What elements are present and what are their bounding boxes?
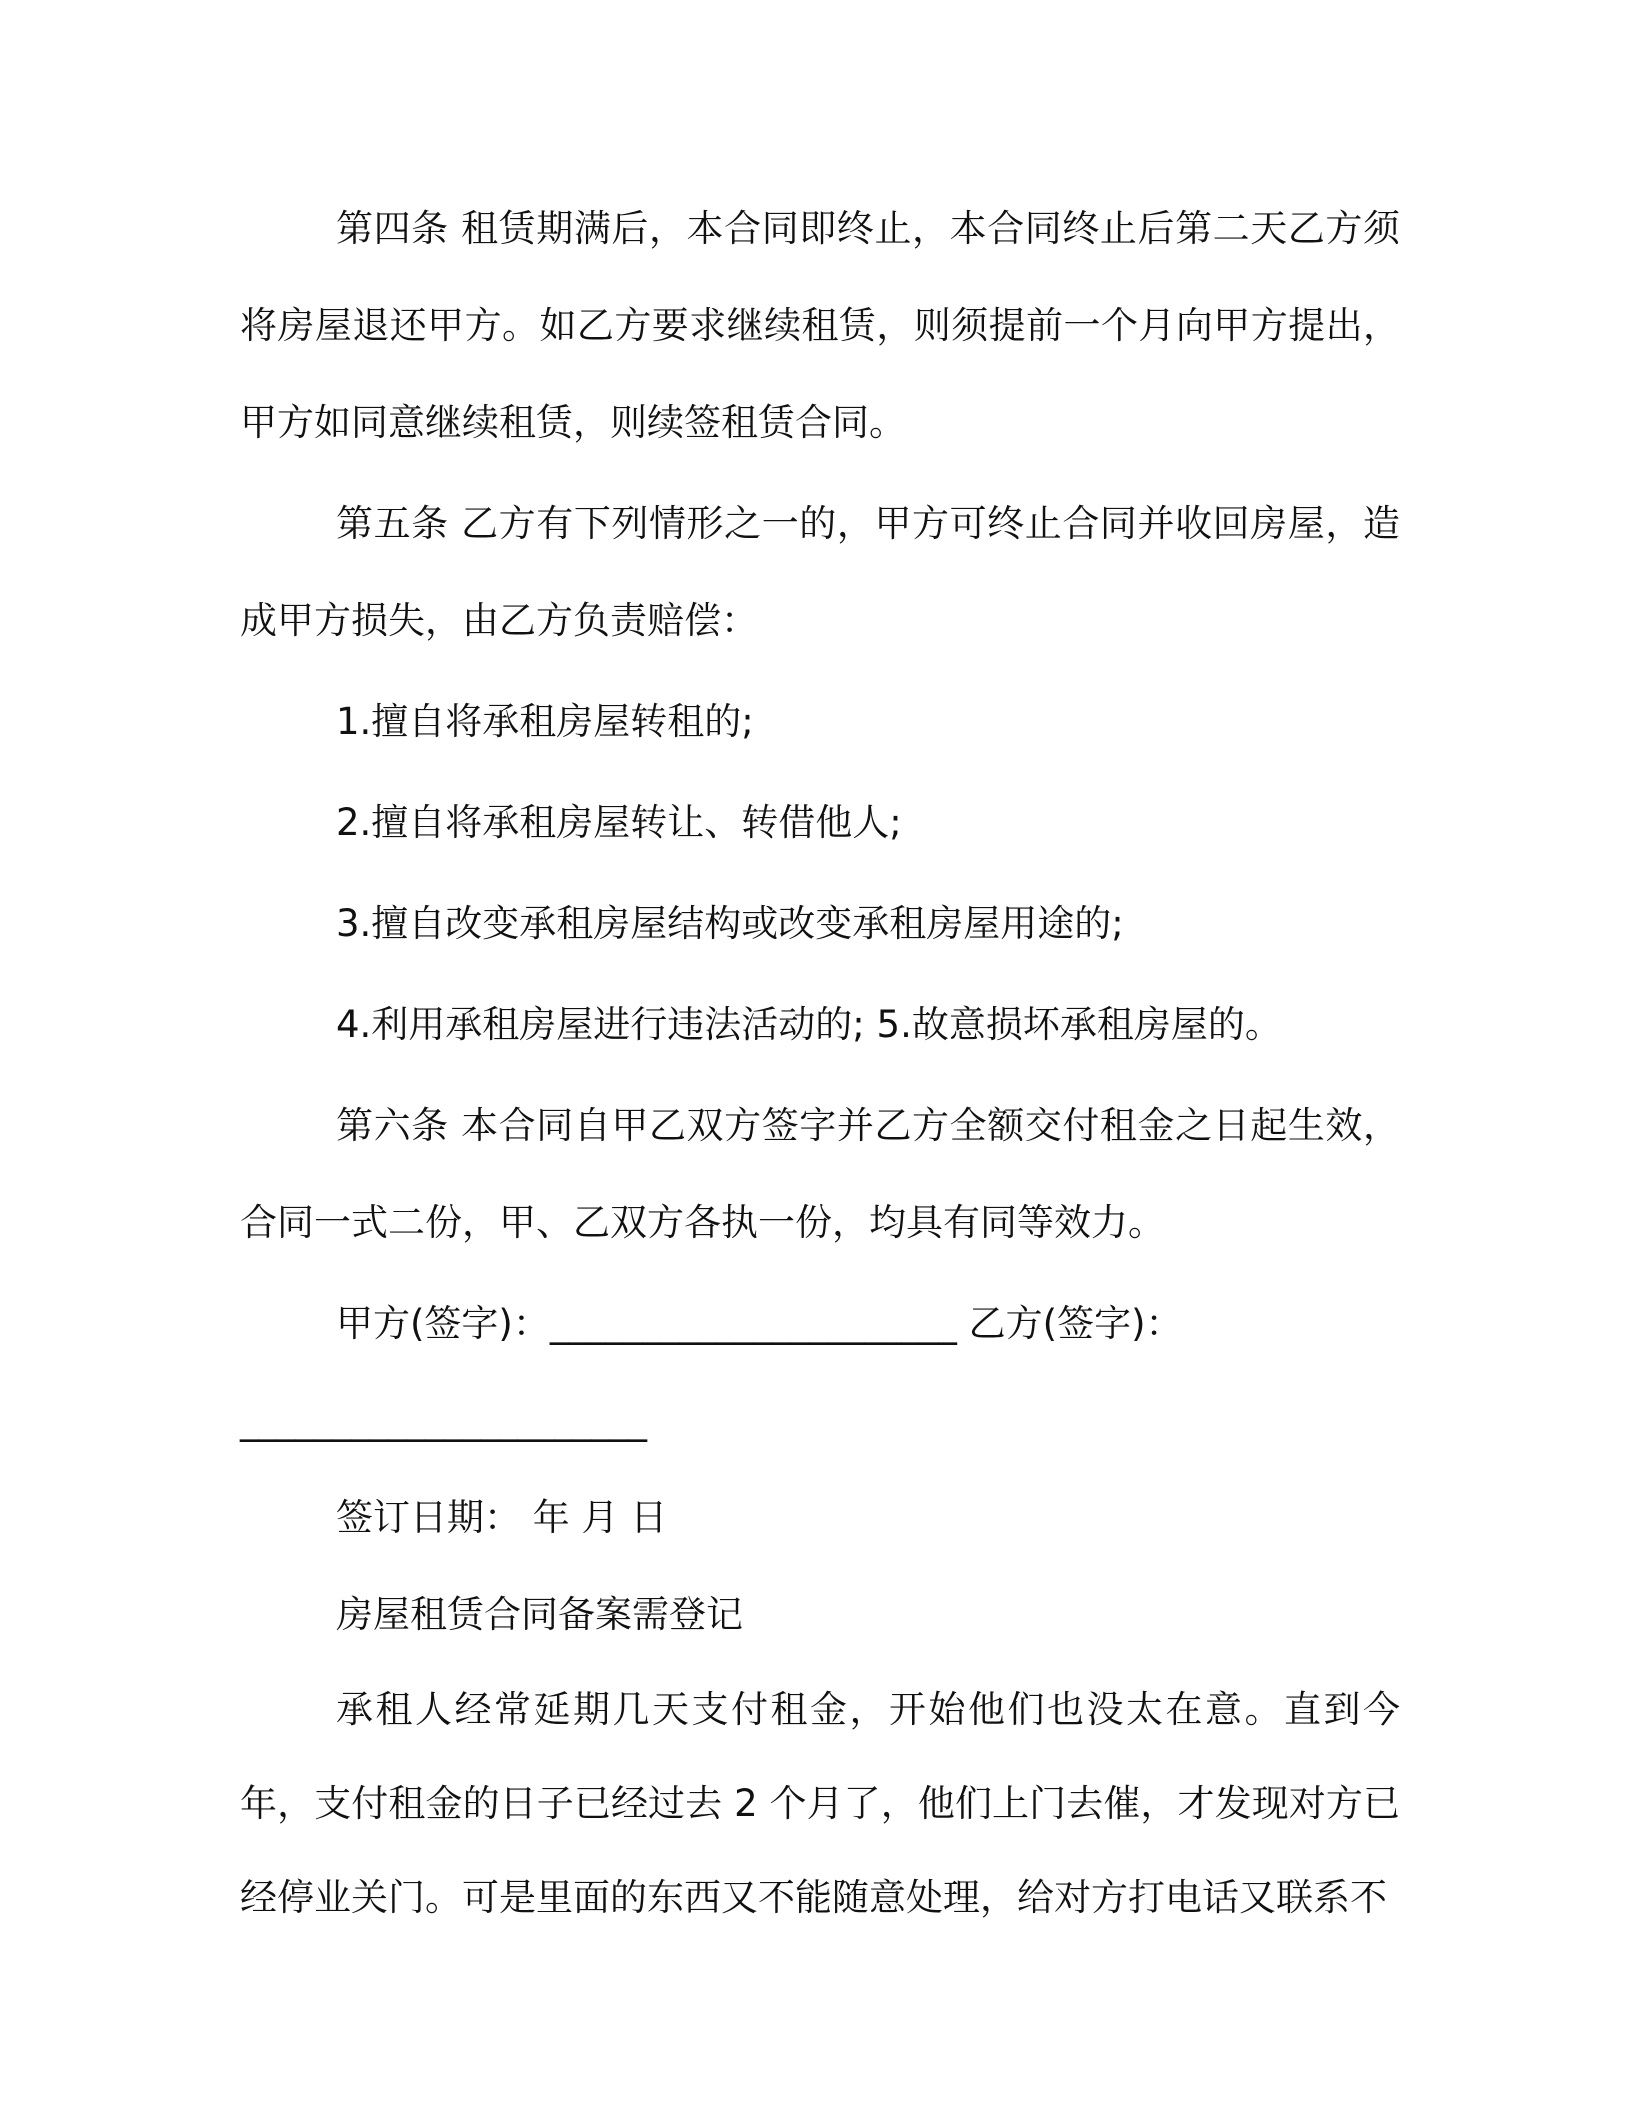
clause-5-item-3: 3.擅自改变承租房屋结构或改变承租房屋用途的; bbox=[336, 902, 1124, 945]
clause-4-paragraph: 第四条 租赁期满后，本合同即终止，本合同终止后第二天乙方须将房屋退还甲方。如乙方要求继续租赁，则须提前一个月向甲方提出，甲方如同意继续租赁，则续签租赁合同。 bbox=[240, 207, 1400, 444]
clause-5-item-2: 2.擅自将承租房屋转让、转借他人; bbox=[336, 801, 902, 844]
clause-5-item-1: 1.擅自将承租房屋转租的; bbox=[336, 700, 754, 743]
clause-5-paragraph: 第五条 乙方有下列情形之一的，甲方可终止合同并收回房屋，造成甲方损失，由乙方负责赔偿： bbox=[240, 502, 1400, 642]
sign-date: 签订日期： 年 月 日 bbox=[336, 1496, 668, 1539]
signature-line-continued: ______________________ bbox=[240, 1399, 647, 1442]
signature-line: 甲方(签字)：______________________ 乙方(签字)： bbox=[336, 1302, 1183, 1345]
section-title: 房屋租赁合同备案需登记 bbox=[336, 1593, 743, 1636]
clause-6-paragraph: 第六条 本合同自甲乙双方签字并乙方全额交付租金之日起生效，合同一式二份，甲、乙双方各执一份，均具有同等效力。 bbox=[240, 1104, 1400, 1244]
document-page bbox=[240, 180, 1400, 1949]
final-paragraph: 承租人经常延期几天支付租金，开始他们也没太在意。直到今年，支付租金的日子已经过去 2 个月了，他们上门去催，才发现对方已经停业关门。可是里面的东西又不能随意处理，给对方打电话又联系不 bbox=[240, 1688, 1400, 1919]
clause-5-item-4-5: 4.利用承租房屋进行违法活动的; 5.故意损坏承租房屋的。 bbox=[336, 1003, 1282, 1046]
